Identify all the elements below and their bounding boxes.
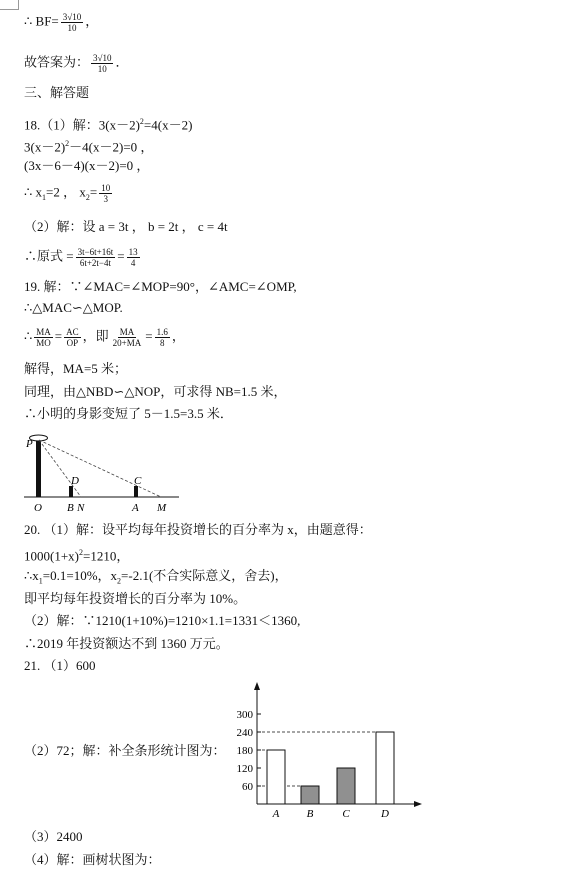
y-tick-label: 60 [242, 781, 253, 793]
numerator: 3t−6t+16t [77, 247, 114, 257]
denominator: OP [66, 338, 79, 348]
numerator: 13 [128, 247, 138, 257]
q20-line4: 即平均每年投资增长的百分率为 10%。 [24, 591, 247, 606]
numerator: MA [36, 327, 51, 337]
superscript: 2 [65, 139, 70, 148]
fraction [99, 183, 112, 204]
x-axis-arrow [414, 801, 422, 807]
y-axis-arrow [254, 682, 260, 690]
section-heading: 三、解答题 [24, 85, 90, 100]
denominator: 3 [103, 194, 108, 204]
bar-d [376, 732, 394, 804]
completed-bar-chart [225, 680, 430, 820]
fraction [91, 53, 113, 74]
denominator: 6t+2t−4t [79, 258, 111, 268]
text: =0.1=10%，x [42, 568, 118, 583]
q19-line1: 19. 解：∵∠MAC=∠MOP=90°，∠AMC=∠OMP, [24, 279, 297, 294]
denominator: 4 [130, 258, 136, 268]
fraction [64, 327, 81, 348]
x-category-label: D [381, 808, 389, 820]
y-tick-label: 240 [236, 727, 253, 739]
label-p: P [26, 438, 33, 450]
label-o: O [34, 502, 42, 514]
text: =1210， [83, 548, 130, 564]
light-ray-pn [39, 440, 81, 497]
fraction [155, 327, 170, 348]
fraction [76, 247, 116, 268]
text: ，即 [82, 328, 109, 344]
q21-part4: （4）解：画树状图为： [24, 852, 161, 867]
lamp-post [36, 438, 41, 497]
person-ac [134, 486, 138, 497]
q18-part2: （2）解：设 a = 3t ， b = 2t ， c = 4t [24, 219, 228, 234]
person-bd [69, 486, 73, 497]
y-tick-label: 180 [236, 745, 253, 757]
q20-line1: 20. （1）解：设平均每年投资增长的百分率为 x，由题意得： [24, 522, 372, 537]
label-c: C [134, 475, 142, 487]
line-bf-result [24, 12, 98, 33]
subscript: 1 [38, 576, 43, 586]
numerator: 3√10 [62, 12, 82, 22]
x-category-label: A [272, 808, 280, 820]
q20-line5: （2）解：∵1210(1+10%)=1210×1.1=1331＜1360, [24, 613, 301, 628]
denominator: 10 [67, 23, 77, 33]
q18-line1 [24, 113, 192, 134]
text: ． [115, 54, 129, 70]
bar-a [267, 750, 285, 804]
q18-line2 [24, 135, 153, 156]
text: ∴原式 = [24, 248, 74, 264]
q20-roots [24, 567, 288, 591]
q18-result [24, 247, 142, 268]
y-tick-label: 120 [236, 763, 253, 775]
bar-b [301, 786, 319, 804]
y-tick-label: 300 [236, 709, 253, 721]
q19-line2: ∴△MAC∽△MOP. [24, 300, 123, 315]
numerator: MA [119, 327, 135, 337]
bar-c [337, 768, 355, 804]
fraction [127, 247, 140, 268]
fraction [34, 327, 53, 348]
label-m: M [157, 502, 167, 514]
subscript: 2 [85, 193, 90, 203]
numerator: AC [66, 327, 79, 337]
numerator: 1.6 [156, 327, 168, 337]
text: ∴ BF= [24, 13, 59, 29]
text: 故答案为： [24, 54, 90, 70]
text: = [117, 248, 125, 264]
denominator: MO [36, 338, 51, 348]
label-n: N [77, 502, 85, 514]
text: 1000(1+x) [24, 548, 79, 564]
text: ， [171, 328, 185, 344]
text: 3(x－2) [24, 139, 66, 155]
q19-line4: 解得，MA=5 米； [24, 361, 128, 376]
numerator: 10 [101, 183, 111, 193]
x-category-label: C [342, 808, 350, 820]
text: = [145, 328, 153, 344]
text: ∴ [24, 328, 33, 344]
subscript: 1 [42, 193, 47, 203]
text: ， [85, 13, 99, 29]
text: =-2.1(不合实际意义，舍去)， [121, 568, 288, 583]
light-ray-pm [39, 440, 161, 497]
page-corner-mark [0, 0, 19, 10]
q18-line3: (3x－6－4)(x－2)=0 ， [24, 158, 150, 173]
text: =2 ， x [46, 184, 86, 200]
q21-part1: 21. （1）600 [24, 658, 96, 673]
denominator: 8 [159, 338, 165, 348]
text: －4(x－2)=0 ， [69, 139, 154, 155]
q21-part2: （2）72；解：补全条形统计图为： [24, 743, 226, 758]
text: = [89, 184, 98, 200]
q19-line5: 同理，由△NBD∽△NOP，可求得 NB=1.5 米， [24, 384, 287, 399]
denominator: 10 [97, 64, 107, 74]
text: 18.（1）解：3(x－2) [24, 117, 140, 133]
text: = [54, 328, 63, 344]
q20-equation [24, 544, 129, 565]
text: ∴x [24, 568, 39, 583]
q20-line6: ∴2019 年投资额达不到 1360 万元。 [24, 636, 229, 651]
superscript: 2 [79, 548, 83, 557]
shadow-geometry-figure [24, 430, 184, 514]
denominator: 20+MA [112, 338, 142, 348]
q21-part3: （3）2400 [24, 829, 83, 844]
x-category-label: B [306, 808, 314, 820]
fraction [61, 12, 83, 33]
text: =4(x－2) [143, 117, 193, 133]
label-a: A [132, 502, 139, 514]
superscript: 2 [139, 117, 144, 126]
q19-proportion [24, 327, 185, 348]
q18-roots [24, 183, 114, 207]
label-b: B [67, 502, 74, 514]
numerator: 3√10 [93, 53, 112, 63]
line-answer [24, 53, 128, 74]
subscript: 2 [117, 576, 122, 586]
label-d: D [71, 475, 79, 487]
text: ∴ x [24, 184, 43, 200]
fraction [111, 327, 144, 348]
q19-line6: ∴小明的身影变短了 5－1.5=3.5 米． [24, 406, 233, 421]
